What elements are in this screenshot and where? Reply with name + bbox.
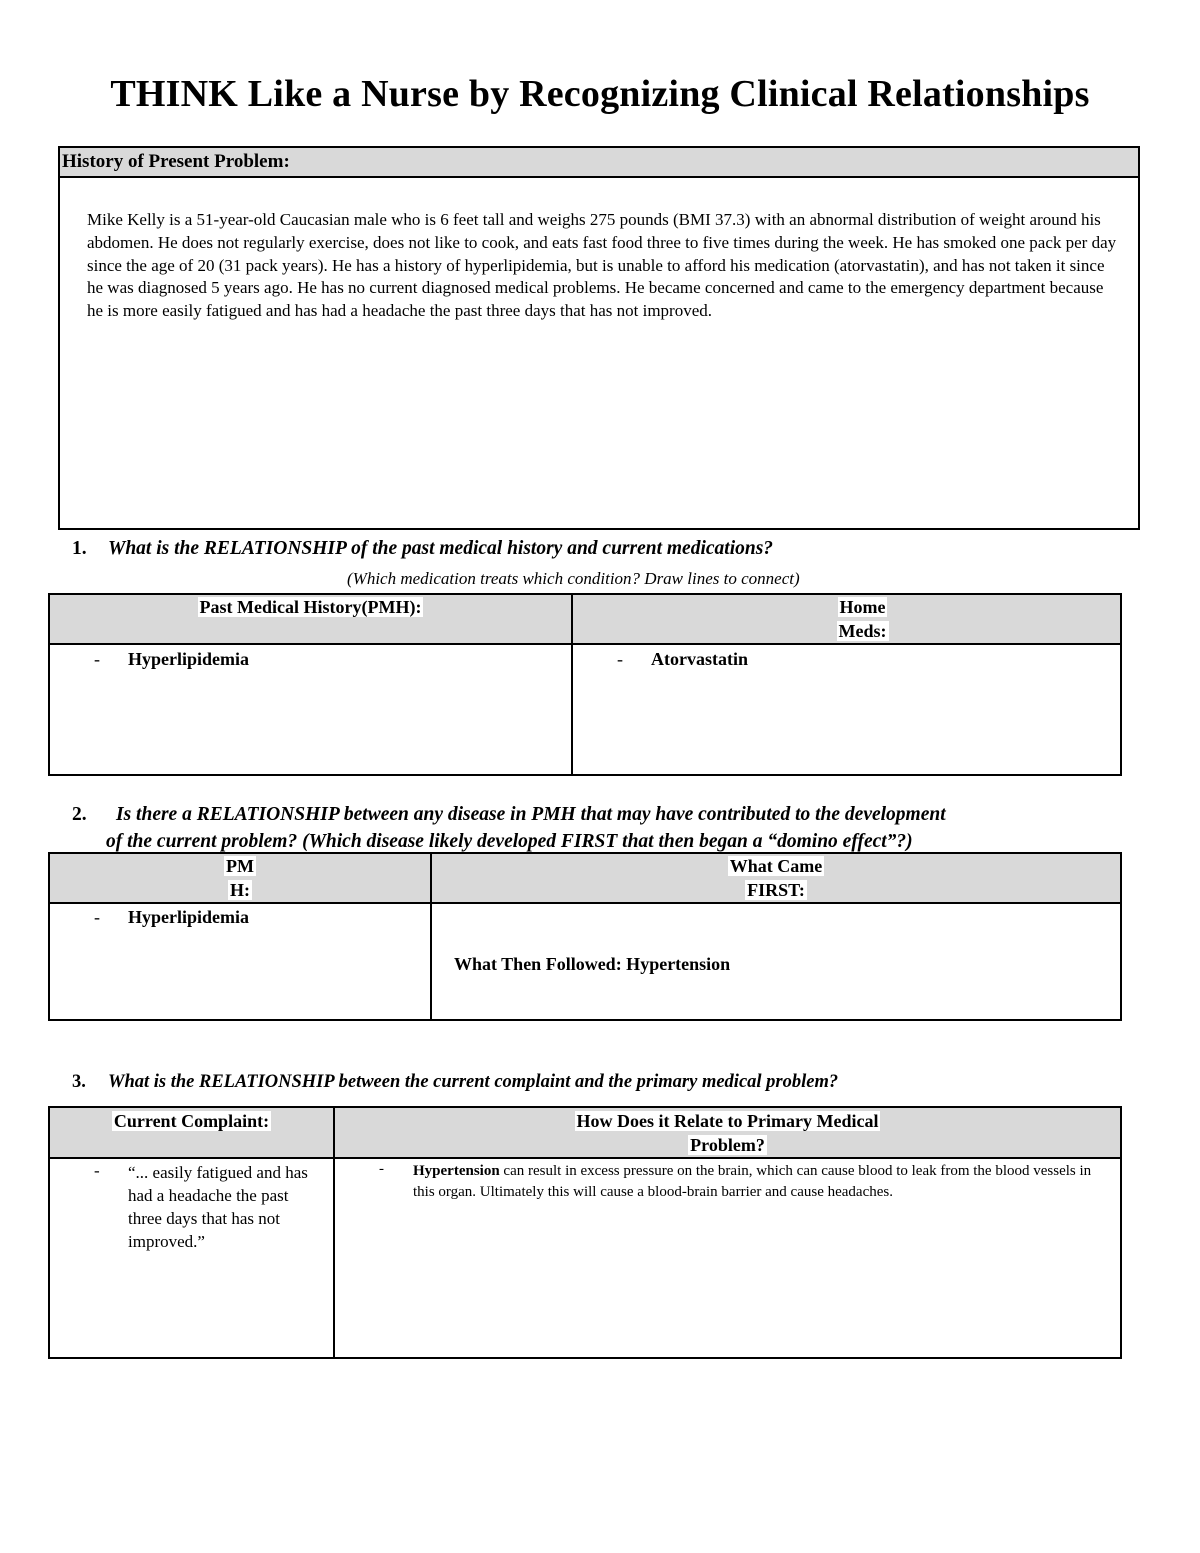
relation-text: Hypertension can result in excess pressure on the brain, which can cause blood to leak from the blood vessels in this organ. Ultimately this will cause a blood-brain barrier and cause headaches. xyxy=(413,1163,1092,1200)
current-complaint-cell[interactable] xyxy=(49,1158,334,1358)
pmh-cell[interactable] xyxy=(49,644,572,775)
question-2-text-line1: Is there a RELATIONSHIP between any disease in PMH that may have contributed to the development xyxy=(116,804,946,825)
table-pmh-meds xyxy=(48,593,1122,776)
home-meds-header: Home Meds: xyxy=(572,594,1121,644)
question-2-number: 2. xyxy=(72,804,87,825)
question-2-text-line2: of the current problem? (Which disease likely developed FIRST that then began a “domino effect”?) xyxy=(106,831,913,852)
history-box xyxy=(58,146,1140,530)
pmh-header: Past Medical History(PMH): xyxy=(49,594,572,644)
question-3-number: 3. xyxy=(72,1072,86,1092)
pmh-cell[interactable] xyxy=(49,903,431,1020)
question-1-text: What is the RELATIONSHIP of the past medical history and current medications? xyxy=(108,538,774,559)
question-1-number: 1. xyxy=(72,538,87,559)
history-header: History of Present Problem: xyxy=(60,148,1138,178)
what-came-first-cell[interactable] xyxy=(431,903,1121,1020)
question-2 xyxy=(72,801,946,855)
what-then-followed: What Then Followed: Hypertension xyxy=(454,954,731,974)
relation-header: How Does it Relate to Primary Medical Problem? xyxy=(334,1107,1121,1158)
list-item: - “... easily fatigued and has had a headache the past three days that has not improved.” xyxy=(94,1161,333,1253)
what-came-first-header: What Came FIRST: xyxy=(431,853,1121,903)
page-title: THINK Like a Nurse by Recognizing Clinical Relationships xyxy=(110,73,1090,115)
home-meds-cell[interactable] xyxy=(572,644,1121,775)
complaint-text: “... easily fatigued and has had a headache the past three days that has not improved.” xyxy=(128,1163,308,1251)
question-1-note: (Which medication treats which condition? Draw lines to connect) xyxy=(347,569,800,588)
list-item: - Hyperlipidemia xyxy=(94,907,249,927)
question-3 xyxy=(72,1072,838,1093)
list-item: - Hyperlipidemia xyxy=(94,649,249,669)
question-3-text: What is the RELATIONSHIP between the current complaint and the primary medical problem? xyxy=(108,1072,839,1092)
question-1 xyxy=(72,538,773,560)
history-text[interactable]: Mike Kelly is a 51-year-old Caucasian male who is 6 feet tall and weighs 275 pounds (BMI 37.3) with an abnormal distribution of weight around his abdomen. He does not regularly exercise, does not like to cook, and eats fast food three to five times during the week. He has smoked one pack per day since the age of 20 (31 pack years). He has a history of hyperlipidemia, but is unable to afford his medication (atorvastatin), and has not taken it since he was diagnosed 5 years ago. He has no current diagnosed medical problems. He became concerned and came to the emergency department because he is more easily fatigued and has had a headache the past three days that has not improved. xyxy=(87,210,1117,321)
list-item: - Atorvastatin xyxy=(617,649,748,669)
list-item: - Hypertension can result in excess pressure on the brain, which can cause blood to leak from the blood vessels in this organ. Ultimately this will cause a blood-brain barrier and cause headaches. xyxy=(379,1161,1120,1203)
current-complaint-header: Current Complaint: xyxy=(49,1107,334,1158)
relation-cell[interactable] xyxy=(334,1158,1121,1358)
table-complaint-relation xyxy=(48,1106,1122,1359)
table-what-came-first xyxy=(48,852,1122,1021)
pmh-header: PM H: xyxy=(49,853,431,903)
